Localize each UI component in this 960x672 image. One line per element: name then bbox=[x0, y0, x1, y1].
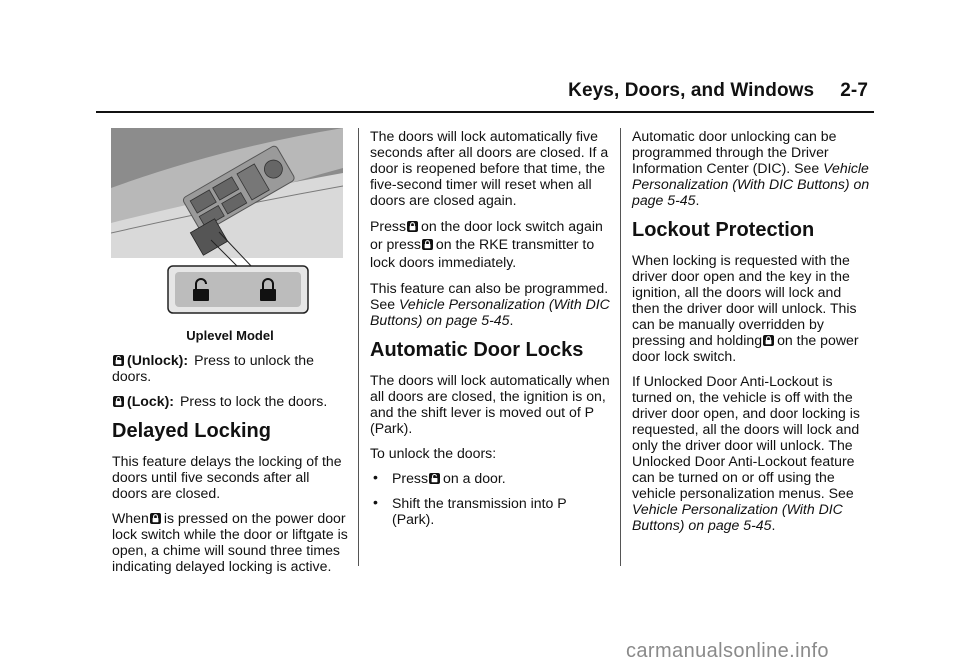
column-divider-1 bbox=[358, 128, 359, 566]
page-number: 2-7 bbox=[840, 80, 868, 101]
list-item: • Shift the transmission into P (Park). bbox=[373, 494, 567, 527]
auto-unlock-paragraph: Automatic door unlocking can be programmed through the Driver Information Center (DIC). See Vehicle Personalization (With DIC Buttons) on page 5-45. bbox=[632, 128, 870, 208]
column-divider-2 bbox=[620, 128, 621, 566]
door-switch-illustration bbox=[111, 128, 343, 318]
unlock-steps-list bbox=[370, 470, 610, 527]
lock-icon bbox=[150, 513, 161, 524]
bullet: • bbox=[373, 469, 378, 485]
heading-lockout-protection: Lockout Protection bbox=[632, 219, 815, 241]
heading-automatic-door-locks: Automatic Door Locks bbox=[370, 339, 584, 361]
column-middle bbox=[370, 128, 610, 536]
cross-reference-link[interactable]: Vehicle Personalization (With DIC Buttons) on page 5-45 bbox=[632, 501, 843, 533]
unlock-description: (Unlock): Press to unlock the doors. bbox=[112, 352, 314, 384]
cross-reference-link[interactable]: Vehicle Personalization (With DIC Buttons) on page 5-45 bbox=[370, 296, 610, 328]
watermark: carmanualsonline.info bbox=[626, 640, 829, 662]
lock-icon bbox=[407, 221, 418, 232]
lockout-paragraph-2: If Unlocked Door Anti-Lockout is turned on, the vehicle is off with the driver door open, and door locking is requested, all the doors will lock and only the driver door will unlock. The Unlocked Door Anti-Lockout feature can be turned on or off using the vehicle personalization menus. See Vehicle Personalization (With DIC Buttons) on page 5-45. bbox=[632, 373, 860, 533]
heading-delayed-locking: Delayed Locking bbox=[112, 420, 271, 442]
unlock-icon bbox=[429, 473, 440, 484]
bullet: • bbox=[373, 494, 378, 510]
auto-door-locks-paragraph: The doors will lock automatically when all doors are closed, the ignition is on, and the shift lever is moved out of P (Park). bbox=[370, 372, 610, 436]
header-rule bbox=[96, 111, 874, 113]
column-right bbox=[632, 128, 872, 542]
delayed-paragraph-1: This feature delays the locking of the doors until five seconds after all doors are closed. bbox=[112, 453, 342, 501]
door-lock-switch-figure bbox=[111, 128, 343, 318]
page-header bbox=[0, 80, 868, 102]
lock-icon bbox=[422, 239, 433, 250]
figure-caption: Uplevel Model bbox=[186, 328, 274, 343]
section-title: Keys, Doors, and Windows bbox=[568, 80, 815, 101]
lockout-paragraph-1: When locking is requested with the driver door open and the key in the ignition, all the doors will lock and then the driver door will unlock. This can be manually overridden by pressing and holding on the power door lock switch. bbox=[632, 252, 859, 364]
delayed-paragraph-2: When is pressed on the power door lock switch while the door or liftgate is open, a chime will sound three times indicating delayed locking is active. bbox=[112, 510, 348, 574]
unlock-icon bbox=[113, 355, 124, 366]
lock-description: (Lock): Press to lock the doors. bbox=[112, 393, 348, 409]
lock-icon bbox=[113, 396, 124, 407]
unlock-instructions: To unlock the doors: bbox=[370, 445, 497, 461]
column-left bbox=[112, 128, 348, 583]
programmed-paragraph: This feature can also be programmed. See Vehicle Personalization (With DIC Buttons) on page 5-45. bbox=[370, 280, 610, 328]
cross-reference-link[interactable]: Vehicle Personalization (With DIC Buttons) on page 5-45 bbox=[632, 160, 870, 208]
auto-lock-paragraph: The doors will lock automatically five seconds after all doors are closed. If a door is reopened before that time, the five-second timer will reset when all doors are closed again. bbox=[370, 128, 609, 208]
lock-icon bbox=[763, 335, 774, 346]
list-item: • Press on a door. bbox=[373, 469, 506, 486]
press-lock-paragraph: Press on the door lock switch again or press on the RKE transmitter to lock doors immediately. bbox=[370, 218, 603, 270]
